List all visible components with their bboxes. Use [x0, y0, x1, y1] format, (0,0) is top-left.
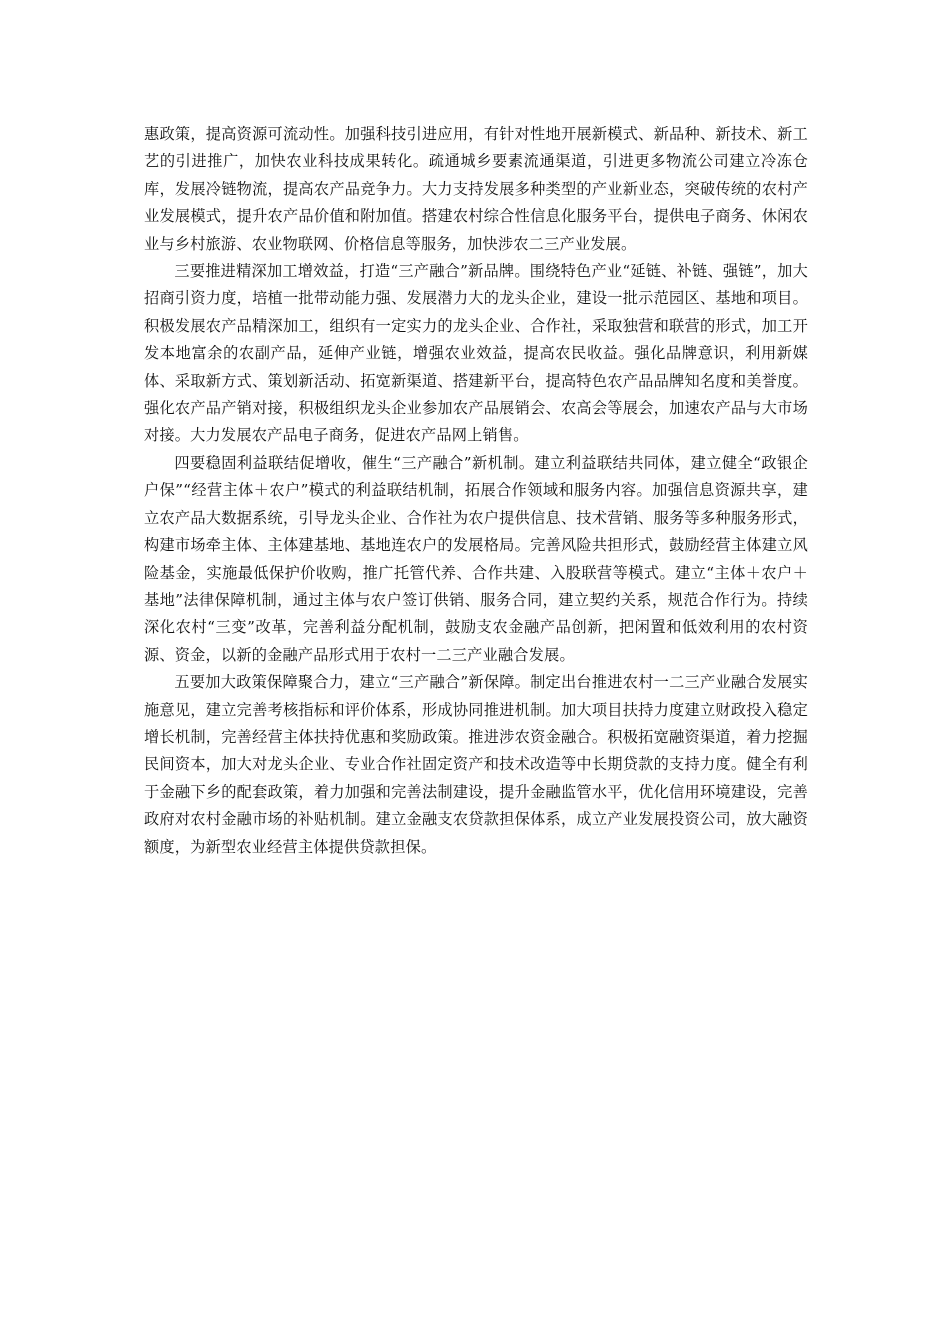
paragraph-continued-policy: 惠政策，提高资源可流动性。加强科技引进应用，有针对性地开展新模式、新品种、新技术、新工艺的引进推广，加快农业科技成果转化。疏通城乡要素流通渠道，引进更多物流公司建立冷冻仓库，发展冷链物流，提高农产品竞争力。大力支持发展多种类型的产业新业态，突破传统的农村产业发展模式，提升农产品价值和附加值。搭建农村综合性信息化服务平台，提供电子商务、休闲农业与乡村旅游、农业物联网、价格信息等服务，加快涉农二三产业发展。: [144, 125, 808, 253]
paragraph-policy-guarantee: 五要加大政策保障聚合力，建立“三产融合”新保障。制定出台推进农村一二三产业融合发展实施意见，建立完善考核指标和评价体系，形成协同推进机制。加大项目扶持力度建立财政投入稳定增长机制，完善经营主体扶持优惠和奖励政策。推进涉农资金融合。积极拓宽融资渠道，着力挖掘民间资本，加大对龙头企业、专业合作社固定资产和技术改造等中长期贷款的支持力度。健全有利于金融下乡的配套政策，着力加强和完善法制建设，提升金融监管水平，优化信用环境建设，完善政府对农村金融市场的补贴机制。建立金融支农贷款担保体系，成立产业发展投资公司，放大融资额度，为新型农业经营主体提供贷款担保。: [144, 673, 808, 856]
document-body: [144, 121, 808, 861]
paragraph-deep-processing: 三要推进精深加工增效益，打造“三产融合”新品牌。围绕特色产业“延链、补链、强链”，加大招商引资力度，培植一批带动能力强、发展潜力大的龙头企业，建设一批示范园区、基地和项目。积极发展农产品精深加工，组织有一定实力的龙头企业、合作社，采取独营和联营的形式，加工开发本地富余的农副产品，延伸产业链，增强农业效益，提高农民收益。强化品牌意识，利用新媒体、采取新方式、策划新活动、拓宽新渠道、搭建新平台，提高特色农产品品牌知名度和美誉度。强化农产品产销对接，积极组织龙头企业参加农产品展销会、农高会等展会，加速农产品与大市场对接。大力发展农产品电子商务，促进农产品网上销售。: [144, 262, 808, 445]
paragraph-interest-linkage: 四要稳固利益联结促增收，催生“三产融合”新机制。建立利益联结共同体，建立健全“政银企户保”“经营主体＋农户”模式的利益联结机制，拓展合作领域和服务内容。加强信息资源共享，建立农产品大数据系统，引导龙头企业、合作社为农户提供信息、技术营销、服务等多种服务形式，构建市场牵主体、主体建基地、基地连农户的发展格局。完善风险共担形式，鼓励经营主体建立风险基金，实施最低保护价收购，推广托管代养、合作共建、入股联营等模式。建立“主体＋农户＋基地”法律保障机制，通过主体与农户签订供销、服务合同，建立契约关系，规范合作行为。持续深化农村“三变”改革，完善利益分配机制，鼓励支农金融产品创新，把闲置和低效利用的农村资源、资金，以新的金融产品形式用于农村一二三产业融合发展。: [144, 453, 808, 664]
